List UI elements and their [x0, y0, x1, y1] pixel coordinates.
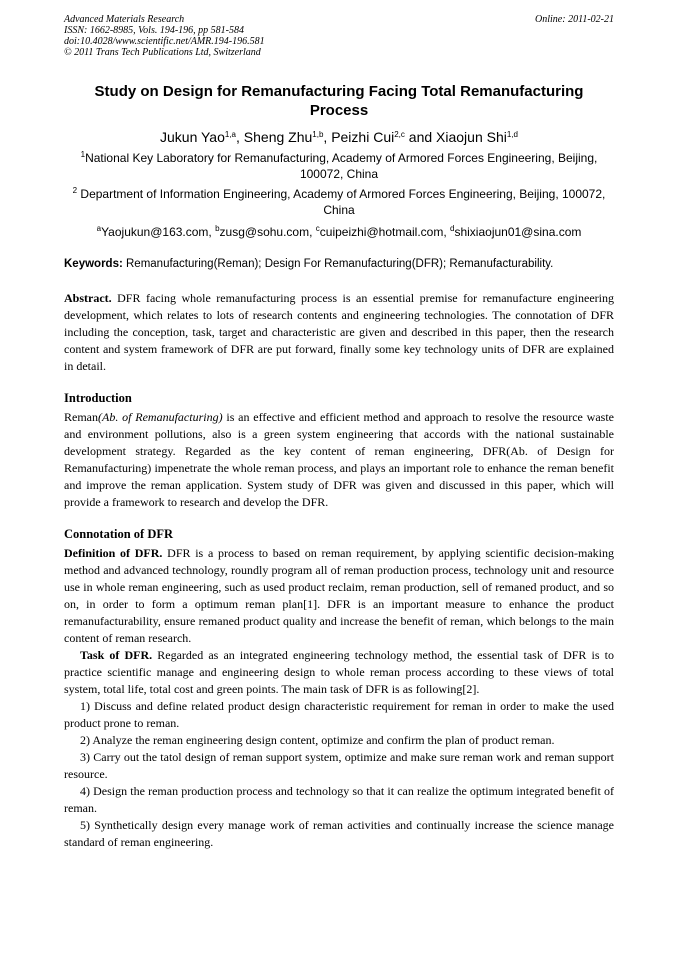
copyright-line: © 2011 Trans Tech Publications Ltd, Switzerland [64, 47, 261, 58]
section-heading-introduction: Introduction [64, 391, 132, 405]
author-affiliation-mark: 2,c [394, 130, 405, 139]
author-separator: , [323, 129, 332, 145]
author-name: Xiaojun Shi [436, 129, 507, 145]
author-name: Sheng Zhu [243, 129, 313, 145]
email-link[interactable]: cuipeizhi@hotmail.com [319, 225, 444, 239]
keywords-label: Keywords: [64, 258, 123, 270]
intro-text: is an effective and efficient method and approach to resolve the resource waste and environment pollutions, also is a green system engineering that accords with the national sustainable development strategy. Regarded as the key content of reman engineering, DFR(Ab. of Design for Remanufacturing) impenetrate the whole reman process, and plays an important role to enhance the reman benefit and improve the reman application. System study of DFR was given and discussed in this paper, which will provide a framework to research and develop the DFR. [64, 410, 614, 509]
author-separator: and [404, 129, 437, 145]
intro-lead: Reman [64, 410, 98, 424]
paper-page [64, 14, 614, 851]
definition-paragraph [64, 545, 614, 647]
email-link[interactable]: zusg@sohu.com [219, 225, 310, 239]
task-text: Regarded as an integrated engineering technology method, the essential task of DFR is to practice scientific manage and engineering design to whole reman process according to these views of total system, total life, total cost and green points. The main task of DFR is as following[2]. [64, 648, 614, 696]
task-label: Task of DFR. [80, 648, 153, 662]
email-mark: b [215, 224, 220, 233]
section-heading-connotation: Connotation of DFR [64, 527, 174, 541]
email-link[interactable]: Yaojukun@163.com [101, 225, 209, 239]
task-list-item: 2) Analyze the reman engineering design content, optimize and confirm the plan of product reman. [80, 733, 555, 747]
email-mark: c [315, 224, 320, 233]
task-list-item: 5) Synthetically design every manage work of reman activities and continually increase the science manage standard of reman engineering. [64, 818, 614, 849]
task-list-item: 1) Discuss and define related product design characteristic requirement for reman in order to make the used product prone to reman. [64, 699, 614, 730]
journal-header [64, 14, 614, 58]
affiliation-mark: 2 [72, 186, 78, 195]
abstract [64, 290, 614, 375]
paper-title: Study on Design for Remanufacturing Facing Total Remanufacturing Process [94, 83, 584, 119]
task-paragraph [64, 647, 614, 698]
online-date: Online: 2011-02-21 [535, 14, 614, 25]
email-link[interactable]: shixiaojun01@sina.com [454, 225, 582, 239]
abstract-label: Abstract. [64, 291, 112, 305]
task-list-item: 4) Design the reman production process and technology so that it can realize the optimum integrated benefit of reman. [64, 784, 614, 815]
author-list [64, 128, 614, 146]
email-separator: , [309, 225, 316, 239]
definition-text: DFR is a process to based on reman requirement, by applying scientific decision-making method and advanced technology, roundly program all of reman production process, technology unit and resource use in whole reman engineering, such as used product reclaim, reman production, sell of remaned product, and so on, in order to form a optimum reman plan[1]. DFR is an important measure to enhance the product remanufacturability, ensure remaned product quality and increase the benefit of reman, which belongs to the main content of reman research. [64, 546, 614, 645]
keywords [64, 256, 614, 272]
author-affiliation-mark: 1,a [224, 130, 236, 139]
email-mark: d [450, 224, 455, 233]
author-affiliation-mark: 1,d [506, 130, 518, 139]
affiliation-mark: 1 [80, 150, 86, 159]
author-separator: , [236, 129, 244, 145]
author-name: Peizhi Cui [331, 129, 395, 145]
journal-name: Advanced Materials Research [64, 14, 185, 25]
affiliation [64, 186, 614, 218]
definition-label: Definition of DFR. [64, 546, 163, 560]
abstract-text: DFR facing whole remanufacturing process is an essential premise for remanufacture engineering development, which relates to lots of research contents and engineering technologies. The connotation of DFR including the conception, task, target and characteristic are given and described in this paper, then the research content and system framework of DFR are put forward, finally some key technology units of DFR are explained in detail. [64, 291, 614, 373]
affiliation-text: National Key Laboratory for Remanufacturing, Academy of Armored Forces Engineering, Beijing, 100072, China [85, 151, 598, 181]
doi-line: doi:10.4028/www.scientific.net/AMR.194-196.581 [64, 36, 265, 47]
affiliation-text: Department of Information Engineering, Academy of Armored Forces Engineering, Beijing, 100072, China [77, 187, 606, 217]
email-separator: , [208, 225, 216, 239]
email-mark: a [96, 224, 102, 233]
keywords-text: Remanufacturing(Reman); Design For Remanufacturing(DFR); Remanufacturability. [122, 258, 554, 270]
author-name: Jukun Yao [160, 129, 225, 145]
intro-lead-italic: (Ab. of Remanufacturing) [98, 410, 223, 424]
author-emails [64, 224, 614, 240]
task-list-item: 3) Carry out the tatol design of reman support system, optimize and make sure reman work and reman support resource. [64, 750, 614, 781]
email-separator: , [443, 225, 451, 239]
author-affiliation-mark: 1,b [312, 130, 324, 139]
introduction-paragraph [64, 409, 614, 511]
issn-line: ISSN: 1662-8985, Vols. 194-196, pp 581-584 [64, 25, 244, 36]
affiliation [64, 150, 614, 182]
